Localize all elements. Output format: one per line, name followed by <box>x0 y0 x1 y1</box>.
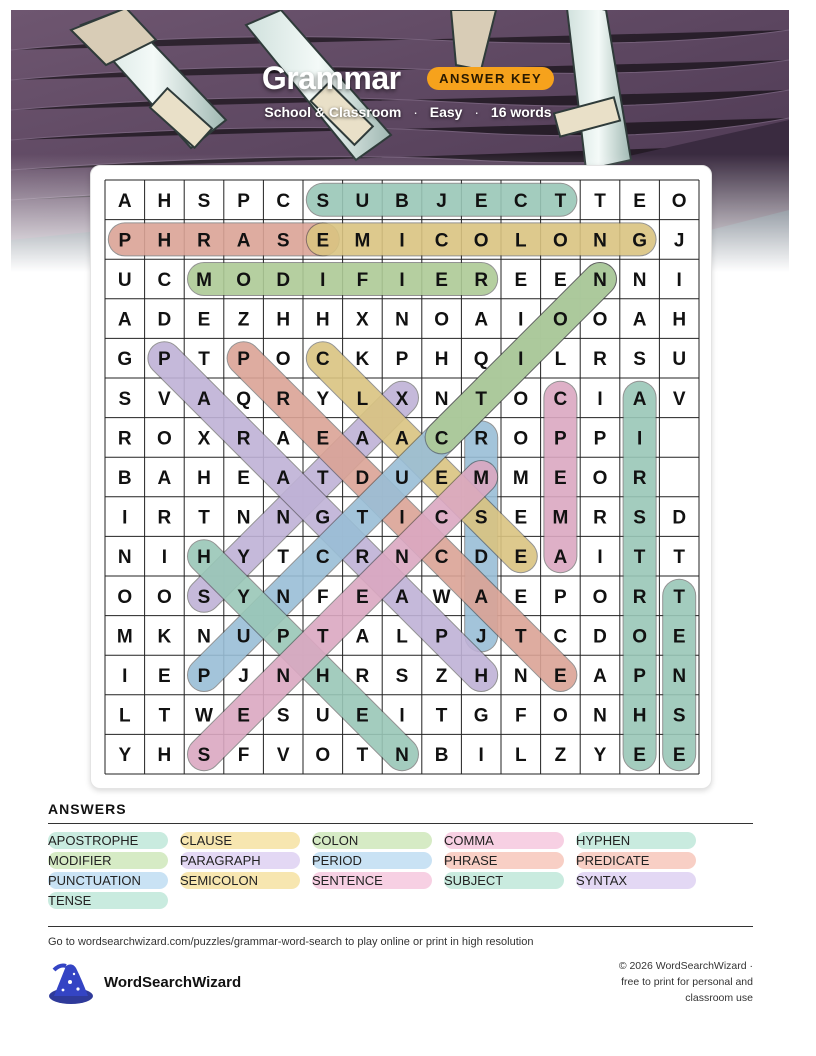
grid-cell-letter[interactable]: X <box>356 309 369 331</box>
grid-cell-letter[interactable]: H <box>157 745 172 767</box>
grid-cell-letter[interactable]: R <box>632 468 647 489</box>
answer-word: PERIOD <box>312 852 432 869</box>
grid-cell-letter[interactable]: N <box>276 507 291 529</box>
answer-word: SUBJECT <box>444 872 564 889</box>
grid-cell-letter[interactable]: I <box>399 705 405 727</box>
grid-cell-letter[interactable]: C <box>434 230 449 252</box>
grid-cell-letter[interactable]: O <box>553 230 568 252</box>
answer-word: COLON <box>312 832 432 849</box>
grid-cell-letter[interactable]: N <box>395 745 409 767</box>
separator-dot: · <box>474 104 480 120</box>
grid-cell-letter[interactable]: Z <box>554 745 567 767</box>
grid-cell-letter[interactable]: F <box>514 705 527 727</box>
grid-cell-letter[interactable]: E <box>356 586 369 608</box>
grid-cell-letter[interactable]: O <box>315 745 331 767</box>
grid-cell-letter[interactable]: H <box>474 666 489 687</box>
grid-cell-letter[interactable]: P <box>197 666 211 687</box>
grid-cell-letter[interactable]: G <box>632 230 647 252</box>
grid-cell-letter[interactable]: N <box>632 270 647 291</box>
grid-cell-letter[interactable]: W <box>432 586 451 608</box>
grid-letters <box>117 191 687 766</box>
grid-cell-letter[interactable]: O <box>513 428 529 450</box>
grid-cell-letter[interactable]: E <box>237 705 250 727</box>
puzzle-meta <box>0 104 816 120</box>
grid-cell-letter[interactable]: E <box>474 190 488 212</box>
grid-cell-letter[interactable]: A <box>157 468 172 489</box>
grid-cell-letter[interactable]: O <box>157 428 172 450</box>
grid-cell-letter[interactable]: A <box>474 586 489 608</box>
grid-cell-letter[interactable]: N <box>513 666 528 687</box>
grid-cell-letter[interactable]: I <box>122 666 128 687</box>
grid-cell-letter[interactable]: P <box>593 428 607 450</box>
grid-cell-letter[interactable]: E <box>158 666 171 687</box>
copyright-line: © 2026 WordSearchWizard · <box>618 960 753 972</box>
answer-word: PHRASE <box>444 852 564 869</box>
grid-cell-letter[interactable]: R <box>355 666 370 687</box>
grid-cell-letter[interactable]: A <box>632 309 647 331</box>
grid-cell-letter[interactable]: U <box>672 349 687 371</box>
grid-cell-letter[interactable]: P <box>395 349 409 371</box>
grid-cell-letter[interactable]: I <box>636 428 643 450</box>
grid-cell-letter[interactable]: M <box>116 626 133 648</box>
grid-cell-letter[interactable]: V <box>276 745 290 767</box>
grid-cell-letter[interactable]: C <box>157 270 172 291</box>
grid-cell-letter[interactable]: X <box>395 388 409 410</box>
grid-cell-letter[interactable]: O <box>513 388 529 410</box>
grid-cell-letter[interactable]: H <box>157 230 172 252</box>
grid-cell-letter[interactable]: I <box>161 547 168 569</box>
grid-cell-letter[interactable]: E <box>514 586 528 608</box>
grid-cell-letter[interactable]: T <box>277 547 290 569</box>
grid-cell-letter[interactable]: A <box>395 428 409 450</box>
grid-cell-letter[interactable]: E <box>435 270 448 291</box>
grid-cell-letter[interactable]: A <box>117 190 132 212</box>
grid-cell-letter[interactable]: O <box>117 586 133 608</box>
answer-word: PREDICATE <box>576 852 696 869</box>
grid-cell-letter[interactable]: P <box>276 626 290 648</box>
grid-cell-letter[interactable]: I <box>399 270 405 291</box>
grid-cell-letter[interactable]: F <box>356 270 369 291</box>
grid-cell-letter[interactable]: S <box>118 388 132 410</box>
grid-cell-letter[interactable]: H <box>197 468 211 489</box>
divider <box>48 926 753 927</box>
grid-cell-letter[interactable]: S <box>474 507 488 529</box>
copyright-line: free to print for personal and <box>621 976 753 988</box>
puzzle-board <box>90 165 712 789</box>
grid-cell-letter[interactable]: C <box>434 507 449 529</box>
grid-cell-letter[interactable]: P <box>435 626 448 648</box>
answer-word: PARAGRAPH <box>180 852 300 869</box>
grid-cell-letter[interactable]: T <box>633 547 646 569</box>
grid-cell-letter[interactable]: T <box>316 626 329 648</box>
answer-word: TENSE <box>48 892 168 909</box>
answer-word: SYNTAX <box>576 872 696 889</box>
difficulty-label: Easy <box>429 104 463 120</box>
answer-key-badge: ANSWER KEY <box>427 67 554 90</box>
grid-cell-letter[interactable]: S <box>316 190 330 212</box>
grid-cell-letter[interactable]: E <box>554 270 567 291</box>
grid-cell-letter[interactable]: O <box>671 190 687 212</box>
grid-cell-letter[interactable]: N <box>276 586 291 608</box>
grid-cell-letter[interactable]: B <box>117 468 132 489</box>
grid-cell-letter[interactable]: R <box>276 388 291 410</box>
grid-cell-letter[interactable]: C <box>513 190 528 212</box>
grid-cell-letter[interactable]: U <box>395 468 409 489</box>
answer-word: CLAUSE <box>180 832 300 849</box>
grid-cell-letter[interactable]: Y <box>237 547 250 569</box>
grid-cell-letter[interactable]: T <box>514 626 527 648</box>
grid-cell-letter[interactable]: T <box>673 586 686 608</box>
copyright-notice <box>553 958 753 1006</box>
grid-cell-letter[interactable]: N <box>236 507 251 529</box>
answers-heading: ANSWERS <box>48 801 127 817</box>
grid-cell-letter[interactable]: M <box>354 230 371 252</box>
grid-cell-letter[interactable]: L <box>514 745 527 767</box>
grid-cell-letter[interactable]: T <box>554 190 567 212</box>
grid-cell-letter[interactable]: E <box>672 745 686 767</box>
answer-word: COMMA <box>444 832 564 849</box>
grid-cell-letter[interactable]: I <box>122 507 128 529</box>
grid-cell-letter[interactable]: T <box>435 705 448 727</box>
grid-cell-letter[interactable]: G <box>315 507 331 529</box>
grid-cell-letter[interactable]: P <box>554 428 567 450</box>
grid-cell-letter[interactable]: N <box>434 388 449 410</box>
grid-cell-letter[interactable]: L <box>356 388 369 410</box>
grid-cell-letter[interactable]: R <box>474 428 489 450</box>
grid-cell-letter[interactable]: L <box>118 705 131 727</box>
grid-cell-letter[interactable]: V <box>158 388 171 410</box>
grid-cell-letter[interactable]: V <box>672 388 686 410</box>
grid-cell-letter[interactable]: H <box>632 705 647 727</box>
grid-cell-letter[interactable]: C <box>315 349 330 371</box>
grid-cell-letter[interactable]: R <box>117 428 132 450</box>
title-row <box>0 60 816 97</box>
grid-cell-letter[interactable]: S <box>395 666 409 687</box>
word-count-label: 16 words <box>490 104 552 120</box>
grid-cell-letter[interactable]: E <box>316 428 330 450</box>
grid-cell-letter[interactable]: O <box>553 309 568 331</box>
answer-word: SENTENCE <box>312 872 432 889</box>
grid-cell-letter[interactable]: E <box>514 270 528 291</box>
grid-cell-letter[interactable]: A <box>474 309 489 331</box>
grid-cell-letter[interactable]: D <box>355 468 370 489</box>
grid-cell-letter[interactable]: S <box>276 230 290 252</box>
grid-cell-letter[interactable]: E <box>197 309 211 331</box>
grid-cell-letter[interactable]: N <box>593 705 607 727</box>
grid-cell-letter[interactable]: O <box>236 270 251 291</box>
grid-cell-letter[interactable]: A <box>355 626 370 648</box>
grid-cell-letter[interactable]: Q <box>473 349 489 371</box>
grid-cell-letter[interactable]: O <box>632 626 647 648</box>
grid-cell-letter[interactable]: T <box>198 507 210 529</box>
grid-cell-letter[interactable]: H <box>672 309 687 331</box>
grid-cell-letter[interactable]: T <box>316 468 329 489</box>
copyright-line: classroom use <box>685 992 753 1004</box>
letter-grid <box>91 166 711 788</box>
grid-cell-letter[interactable]: D <box>672 507 687 529</box>
grid-cell-letter[interactable]: D <box>157 309 172 331</box>
answer-word: MODIFIER <box>48 852 168 869</box>
grid-cell-letter[interactable]: I <box>399 230 405 252</box>
grid-cell-letter[interactable]: R <box>474 270 489 291</box>
answer-word: HYPHEN <box>576 832 696 849</box>
grid-cell-letter[interactable]: I <box>478 745 484 767</box>
grid-cell-letter[interactable]: J <box>475 626 487 648</box>
grid-cell-letter[interactable]: M <box>196 270 212 291</box>
grid-cell-letter[interactable]: M <box>473 468 490 489</box>
page-title: Grammar <box>261 60 401 96</box>
grid-cell-letter[interactable]: O <box>157 586 172 608</box>
grid-cell-letter[interactable]: E <box>554 468 567 489</box>
grid-cell-letter[interactable]: O <box>592 309 608 331</box>
grid-cell-letter[interactable]: C <box>276 190 291 212</box>
grid-cell-letter[interactable]: P <box>118 230 132 252</box>
grid-cell-letter[interactable]: H <box>315 666 330 687</box>
grid-cell-letter[interactable]: H <box>197 547 211 569</box>
grid-cell-letter[interactable]: P <box>554 586 567 608</box>
grid-cell-letter[interactable]: O <box>275 349 291 371</box>
grid-cell-letter[interactable]: C <box>315 547 330 569</box>
grid-cell-letter[interactable]: N <box>117 547 132 569</box>
grid-cell-letter[interactable]: N <box>395 309 409 331</box>
grid-cell-letter[interactable]: I <box>597 547 603 569</box>
grid-cell-letter[interactable]: J <box>436 190 447 212</box>
answer-word: PUNCTUATION <box>48 872 168 889</box>
brand-name: WordSearchWizard <box>104 974 242 991</box>
grid-cell-letter[interactable]: A <box>117 309 132 331</box>
grid-cell-letter[interactable]: A <box>553 547 568 569</box>
grid-cell-letter[interactable]: D <box>593 626 607 648</box>
grid-cell-letter[interactable]: B <box>395 190 409 212</box>
grid-cell-letter[interactable]: R <box>593 507 607 529</box>
grid-cell-letter[interactable]: A <box>276 428 291 450</box>
grid-cell-letter[interactable]: E <box>672 626 686 648</box>
grid-cell-letter[interactable]: S <box>276 705 290 727</box>
grid-cell-letter[interactable]: O <box>553 705 568 727</box>
grid-cell-letter[interactable]: Y <box>593 745 607 767</box>
grid-cell-letter[interactable]: S <box>197 190 211 212</box>
grid-cell-letter[interactable]: N <box>672 666 687 687</box>
grid-cell-letter[interactable]: L <box>396 626 408 648</box>
grid-cell-letter[interactable]: O <box>592 468 608 489</box>
grid-cell-letter[interactable]: R <box>157 507 172 529</box>
grid-cell-letter[interactable]: M <box>552 507 569 529</box>
grid-cell-letter[interactable]: R <box>197 230 211 252</box>
grid-cell-letter[interactable]: C <box>553 388 568 410</box>
grid-cell-letter[interactable]: N <box>276 666 291 687</box>
grid-cell-letter[interactable]: F <box>316 586 329 608</box>
grid-cell-letter[interactable]: O <box>473 230 489 252</box>
grid-cell-letter[interactable]: E <box>514 507 528 529</box>
grid-cell-letter[interactable]: H <box>276 309 291 331</box>
grid-cell-letter[interactable]: P <box>158 349 171 371</box>
grid-cell-letter[interactable]: Z <box>237 309 250 331</box>
answer-word: SEMICOLON <box>180 872 300 889</box>
grid-cell-letter[interactable]: H <box>434 349 449 371</box>
grid-cell-letter[interactable]: P <box>237 190 250 212</box>
grid-cell-letter[interactable]: G <box>473 705 489 727</box>
grid-cell-letter[interactable]: D <box>474 547 489 569</box>
grid-cell-letter[interactable]: K <box>157 626 172 648</box>
grid-cell-letter[interactable]: S <box>197 586 211 608</box>
grid-cell-letter[interactable]: U <box>117 270 132 291</box>
grid-cell-letter[interactable]: K <box>355 349 370 371</box>
grid-cell-letter[interactable]: S <box>633 349 646 371</box>
grid-cell-letter[interactable]: J <box>238 666 249 687</box>
grid-cell-letter[interactable]: Q <box>236 388 251 410</box>
grid-cell-letter[interactable]: E <box>237 468 250 489</box>
grid-cell-letter[interactable]: A <box>355 428 370 450</box>
grid-cell-letter[interactable]: A <box>593 666 607 687</box>
grid-cell-letter[interactable]: D <box>276 270 291 291</box>
grid-cell-letter[interactable]: L <box>554 349 567 371</box>
wizard-hat-icon <box>48 962 94 1006</box>
grid-cell-letter[interactable]: T <box>475 388 488 410</box>
grid-cell-letter[interactable]: M <box>512 468 529 489</box>
grid-cell-letter[interactable]: T <box>356 507 369 529</box>
brand-logo[interactable] <box>48 962 288 1006</box>
grid-cell-letter[interactable]: N <box>395 547 409 569</box>
grid-cell-letter[interactable]: H <box>315 309 330 331</box>
grid-cell-letter[interactable]: C <box>434 547 449 569</box>
grid-cell-letter[interactable]: N <box>593 270 607 291</box>
grid-cell-letter[interactable]: H <box>157 190 172 212</box>
grid-cell-letter[interactable]: Y <box>316 388 330 410</box>
grid-cell-letter[interactable]: I <box>518 309 524 331</box>
grid-cell-letter[interactable]: E <box>633 190 646 212</box>
footer-link-text[interactable]: Go to wordsearchwizard.com/puzzles/grammar-word-search to play online or print in high resolution <box>48 936 534 948</box>
grid-cell-letter[interactable]: I <box>320 270 326 291</box>
grid-cell-letter[interactable]: N <box>197 626 211 648</box>
grid-cell-letter[interactable]: O <box>434 309 449 331</box>
separator-dot: · <box>413 104 418 120</box>
grid-cell-letter[interactable]: S <box>197 745 211 767</box>
grid-cell-letter[interactable]: U <box>236 626 251 648</box>
grid-cell-letter[interactable]: U <box>355 190 370 212</box>
grid-cell-letter[interactable]: C <box>553 626 568 648</box>
divider <box>48 823 753 824</box>
grid-cell-letter[interactable]: W <box>195 705 213 727</box>
grid-cell-letter[interactable]: I <box>597 388 603 410</box>
grid-cell-letter[interactable]: I <box>518 349 524 371</box>
grid-cell-letter[interactable]: R <box>632 586 647 608</box>
grid-cell-letter[interactable]: P <box>237 349 250 371</box>
grid-cell-letter[interactable]: T <box>356 745 369 767</box>
category-label: School & Classroom <box>264 104 402 120</box>
grid-cell-letter[interactable]: L <box>514 230 527 252</box>
grid-cell-letter[interactable]: X <box>197 428 211 450</box>
grid-cell-letter[interactable]: E <box>514 547 528 569</box>
grid-cell-letter[interactable]: R <box>593 349 607 371</box>
grid-cell-letter[interactable]: R <box>355 547 370 569</box>
grid-cell-letter[interactable]: Y <box>237 586 250 608</box>
grid-cell-letter[interactable]: F <box>237 745 250 767</box>
grid-cell-letter[interactable]: A <box>197 388 211 410</box>
grid-cell-letter[interactable]: C <box>434 428 449 450</box>
grid-cell-letter[interactable]: E <box>633 745 646 767</box>
grid-cell-letter[interactable]: U <box>315 705 330 727</box>
grid-cell-letter[interactable]: G <box>117 349 133 371</box>
grid-cell-letter[interactable]: A <box>236 230 251 252</box>
grid-cell-letter[interactable]: E <box>356 705 369 727</box>
grid-cell-letter[interactable]: Z <box>435 666 448 687</box>
grid-cell-letter[interactable]: T <box>673 547 686 569</box>
grid-cell-letter[interactable]: S <box>633 507 646 529</box>
answer-word: APOSTROPHE <box>48 832 168 849</box>
grid-cell-letter[interactable]: I <box>399 507 405 529</box>
grid-cell-letter[interactable]: O <box>592 586 608 608</box>
grid-cell-letter[interactable]: A <box>632 388 647 410</box>
grid-cell-letter[interactable]: S <box>672 705 686 727</box>
grid-cell-letter[interactable]: N <box>593 230 607 252</box>
grid-cell-letter[interactable]: A <box>276 468 291 489</box>
grid-cell-letter[interactable]: R <box>236 428 251 450</box>
grid-cell-letter[interactable]: T <box>158 705 171 727</box>
grid-cell-letter[interactable]: I <box>676 270 682 291</box>
grid-cell-letter[interactable]: E <box>435 468 448 489</box>
grid-cell-letter[interactable]: T <box>594 190 606 212</box>
grid-cell-letter[interactable]: A <box>395 586 409 608</box>
grid-cell-letter[interactable]: E <box>554 666 567 687</box>
grid-cell-letter[interactable]: Y <box>118 745 132 767</box>
grid-cell-letter[interactable]: E <box>316 230 330 252</box>
grid-cell-letter[interactable]: P <box>633 666 646 687</box>
grid-cell-letter[interactable]: B <box>434 745 449 767</box>
grid-cell-letter[interactable]: J <box>673 230 685 252</box>
grid-cell-letter[interactable]: T <box>198 349 210 371</box>
